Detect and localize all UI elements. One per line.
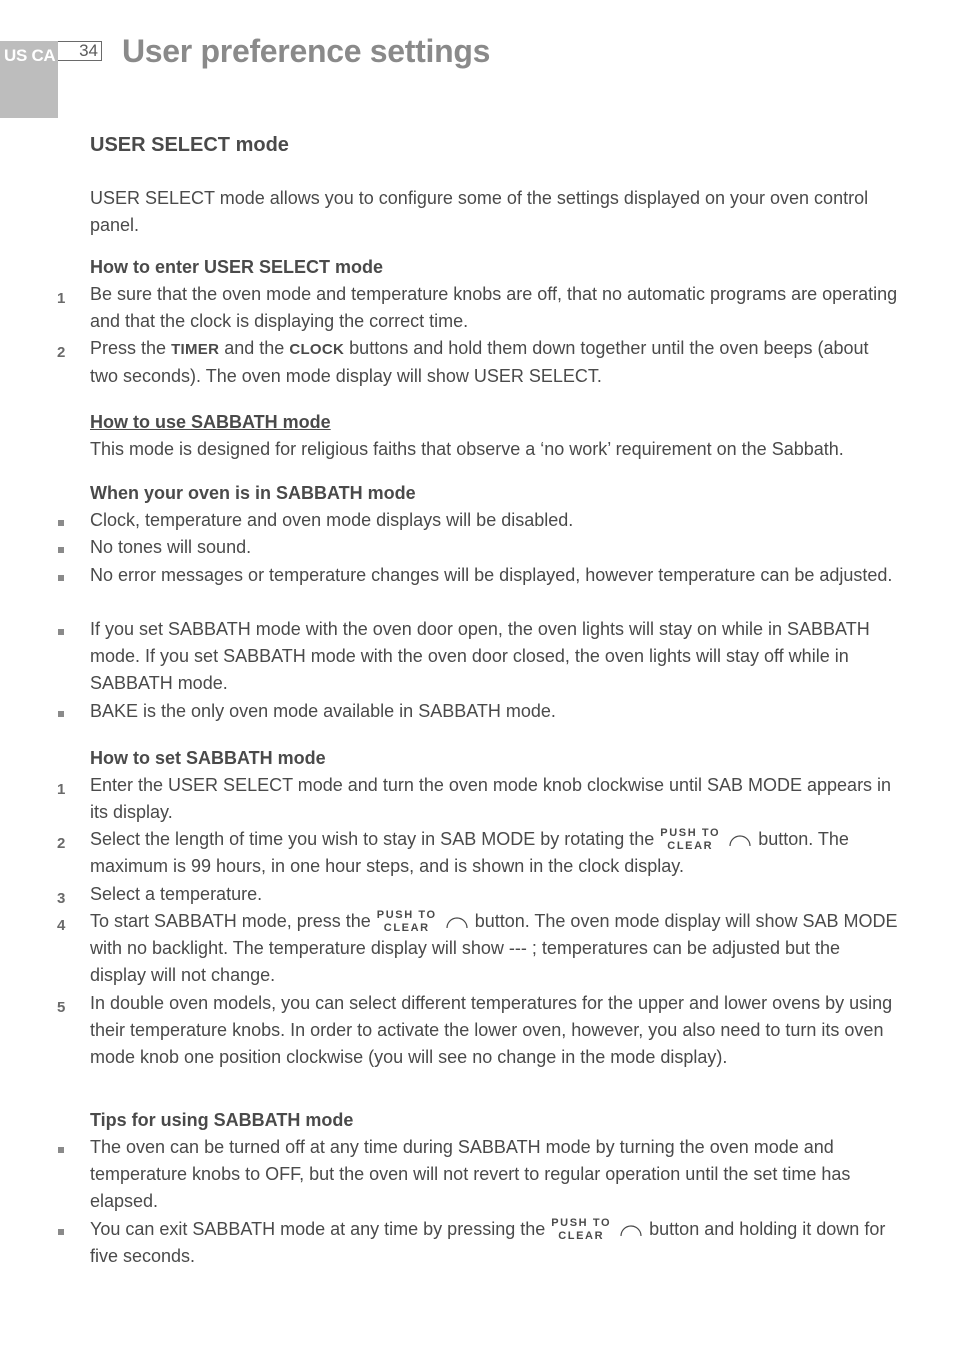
enter-heading: How to enter USER SELECT mode — [90, 257, 384, 277]
tips-heading: Tips for using SABBATH mode — [90, 1110, 354, 1130]
step-number: 1 — [57, 781, 66, 798]
bullet-text: No error messages or temperature changes will be displayed, however temperature can be adjusted. — [90, 565, 893, 585]
region-label: US CA — [4, 46, 56, 65]
step-number: 2 — [57, 835, 66, 852]
bullet-text: No tones will sound. — [90, 537, 252, 557]
bullet-marker — [58, 711, 64, 717]
push-to-clear-arc-icon — [619, 1223, 643, 1237]
bullet-marker — [58, 547, 64, 553]
bullet-text: The oven can be turned off at any time during SABBATH mode by turning the oven mode and temperature knobs to OFF, but the oven will not revert to regular operation until the set time has elapsed. — [90, 1137, 851, 1211]
step-text: Press the TIMER and the CLOCK buttons and hold them down together until the oven beeps (about two seconds). The oven mode display will show USER SELECT. — [90, 338, 869, 386]
bullet-text: Clock, temperature and oven mode displays will be disabled. — [90, 510, 574, 530]
bullet-text: If you set SABBATH mode with the oven door open, the oven lights will stay on while in SABBATH mode. If you set SABBATH mode with the oven door closed, the oven lights will stay off while in SABBATH mode. — [90, 619, 870, 693]
step-text: Enter the USER SELECT mode and turn the oven mode knob clockwise until SAB MODE appears in its display. — [90, 775, 892, 822]
step-number: 2 — [57, 344, 66, 361]
bullet-text: You can exit SABBATH mode at any time by pressing the PUSH TO CLEAR button and holding it down for five seconds. — [90, 1217, 886, 1267]
page-title: User preference settings — [122, 33, 491, 69]
step-text: To start SABBATH mode, press the PUSH TO CLEAR button. The oven mode display will show SAB MODE with no backlight. The temperature display will show --- ; temperatures can be adjusted but the display will not change. — [90, 909, 898, 986]
clock-button-label: CLOCK — [289, 341, 345, 358]
bullet-marker — [58, 1229, 64, 1235]
when-heading: When your oven is in SABBATH mode — [90, 483, 416, 503]
push-to-clear-label: PUSH TO CLEAR — [551, 1217, 612, 1243]
step-number: 1 — [57, 290, 66, 307]
step-text: Be sure that the oven mode and temperature knobs are off, that no automatic programs are operating and that the clock is displaying the correct time. — [90, 284, 898, 331]
step-text: Select a temperature. — [90, 884, 263, 904]
bullet-marker — [58, 520, 64, 526]
bullet-marker — [58, 1147, 64, 1153]
step-number: 5 — [57, 999, 66, 1016]
push-to-clear-arc-icon — [728, 833, 752, 847]
step-number: 3 — [57, 890, 66, 907]
step-number: 4 — [57, 917, 66, 934]
push-to-clear-label: PUSH TO CLEAR — [660, 827, 721, 853]
push-to-clear-arc-icon — [445, 915, 469, 929]
set-heading: How to set SABBATH mode — [90, 748, 326, 768]
use-heading: How to use SABBATH mode — [90, 412, 331, 432]
use-paragraph: This mode is designed for religious faiths that observe a ‘no work’ requirement on the Sabbath. — [90, 439, 844, 459]
step-text: In double oven models, you can select different temperatures for the upper and lower ovens by using their temperature knobs. In order to activate the lower oven, however, you also need to turn its oven mode knob one position clockwise (you will see no change in the mode display). — [90, 993, 893, 1067]
bullet-text: BAKE is the only oven mode available in SABBATH mode. — [90, 701, 556, 721]
step-text: Select the length of time you wish to stay in SAB MODE by rotating the PUSH TO CLEAR button. The maximum is 99 hours, in one hour steps, and is shown in the clock display. — [90, 827, 849, 877]
intro-paragraph: USER SELECT mode allows you to configure some of the settings displayed on your oven control panel. — [90, 188, 869, 235]
timer-button-label: TIMER — [171, 341, 220, 358]
push-to-clear-label: PUSH TO CLEAR — [376, 909, 437, 935]
page-number: 34 — [58, 41, 102, 61]
section-title: USER SELECT mode — [90, 134, 289, 156]
bullet-marker — [58, 575, 64, 581]
bullet-marker — [58, 629, 64, 635]
